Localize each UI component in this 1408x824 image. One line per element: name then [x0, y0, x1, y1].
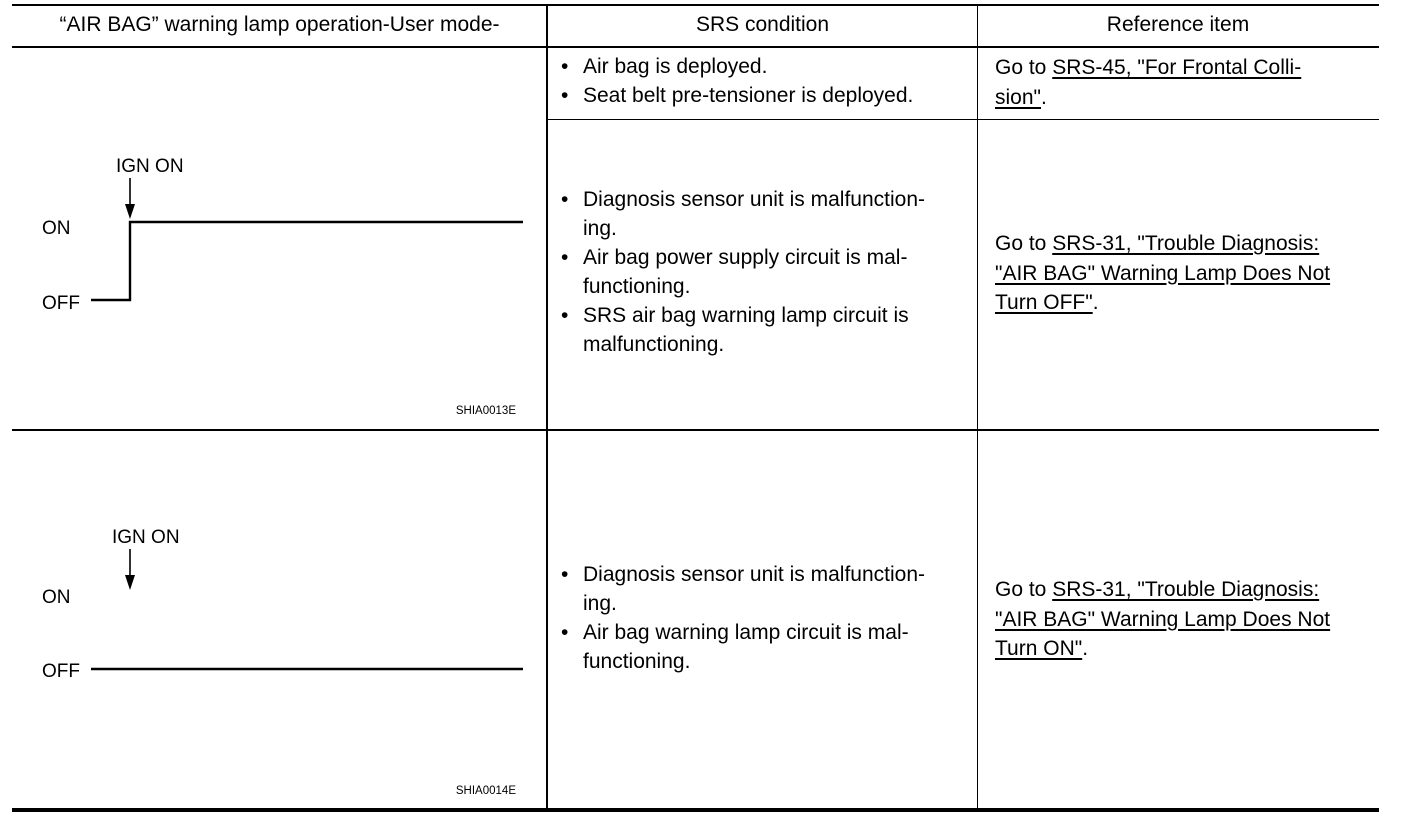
subrow-divider-rule [547, 119, 1379, 120]
reference-link-line: Turn OFF" [995, 291, 1093, 314]
reference-frontal-collision [995, 53, 1375, 112]
ign-on-label: IGN ON [112, 527, 180, 548]
condition-line: Air bag warning lamp circuit is mal- [583, 621, 909, 644]
condition-list-deployed [555, 52, 975, 110]
condition-line: ing. [583, 217, 617, 240]
column-divider-1 [546, 4, 548, 810]
column-divider-2 [977, 4, 978, 810]
condition-item: • Air bag is deployed. [555, 52, 975, 81]
table-bottom-rule [12, 808, 1379, 812]
condition-line: Diagnosis sensor unit is malfunction- [583, 188, 925, 211]
ign-on-label: IGN ON [116, 156, 184, 177]
condition-list-lamp-stays-on [555, 185, 975, 359]
condition-line: SRS air bag warning lamp circuit is [583, 304, 909, 327]
condition-item [555, 185, 975, 243]
reference-link-line: sion" [995, 85, 1041, 109]
reference-link-line: "AIR BAG" Warning Lamp Does Not [995, 261, 1331, 285]
condition-line: malfunctioning. [583, 333, 725, 356]
condition-line: Air bag power supply circuit is mal- [583, 246, 908, 269]
header-reference-item: Reference item [1106, 13, 1250, 36]
header-bottom-rule [12, 46, 1379, 48]
condition-item [555, 301, 975, 359]
off-level-label: OFF [42, 293, 80, 314]
reference-prefix: Go to [995, 232, 1053, 255]
reference-link-line: Turn ON" [995, 637, 1083, 660]
header-srs-condition: SRS condition [695, 13, 830, 36]
condition-item [555, 243, 975, 301]
reference-suffix: . [1040, 85, 1047, 109]
reference-link-line: SRS-31, "Trouble Diagnosis: [1052, 232, 1320, 255]
off-level-label: OFF [42, 661, 80, 682]
lamp-timing-diagram-stays-off [14, 431, 545, 806]
reference-suffix: . [1082, 637, 1089, 660]
figure-id: SHIA0014E [455, 785, 516, 797]
ign-on-arrow-icon [125, 549, 135, 590]
condition-list-lamp-stays-off [555, 560, 975, 676]
lamp-timing-diagram-stays-on [14, 120, 545, 425]
reference-prefix: Go to [995, 578, 1053, 601]
figure-id: SHIA0013E [455, 405, 516, 417]
condition-line: Diagnosis sensor unit is malfunction- [583, 563, 925, 586]
reference-link-line: "AIR BAG" Warning Lamp Does Not [995, 607, 1331, 631]
lamp-signal-trace [91, 222, 523, 300]
condition-line: functioning. [583, 650, 691, 673]
reference-suffix: . [1092, 291, 1099, 314]
condition-line: functioning. [583, 275, 691, 298]
condition-item [555, 560, 975, 618]
reference-prefix: Go to [995, 56, 1053, 79]
reference-lamp-does-not-turn-on [995, 575, 1377, 664]
on-level-label: ON [42, 587, 71, 608]
reference-lamp-does-not-turn-off [995, 229, 1377, 318]
reference-link-line: SRS-31, "Trouble Diagnosis: [1052, 578, 1320, 601]
header-lamp-operation: “AIR BAG” warning lamp operation-User mode- [59, 13, 500, 36]
on-level-label: ON [42, 218, 71, 239]
ign-on-arrow-icon [125, 178, 135, 219]
condition-item [555, 618, 975, 676]
condition-line: ing. [583, 592, 617, 615]
reference-link-line: SRS-45, "For Frontal Colli- [1052, 56, 1302, 79]
condition-item: • Seat belt pre-tensioner is deployed. [555, 81, 975, 110]
